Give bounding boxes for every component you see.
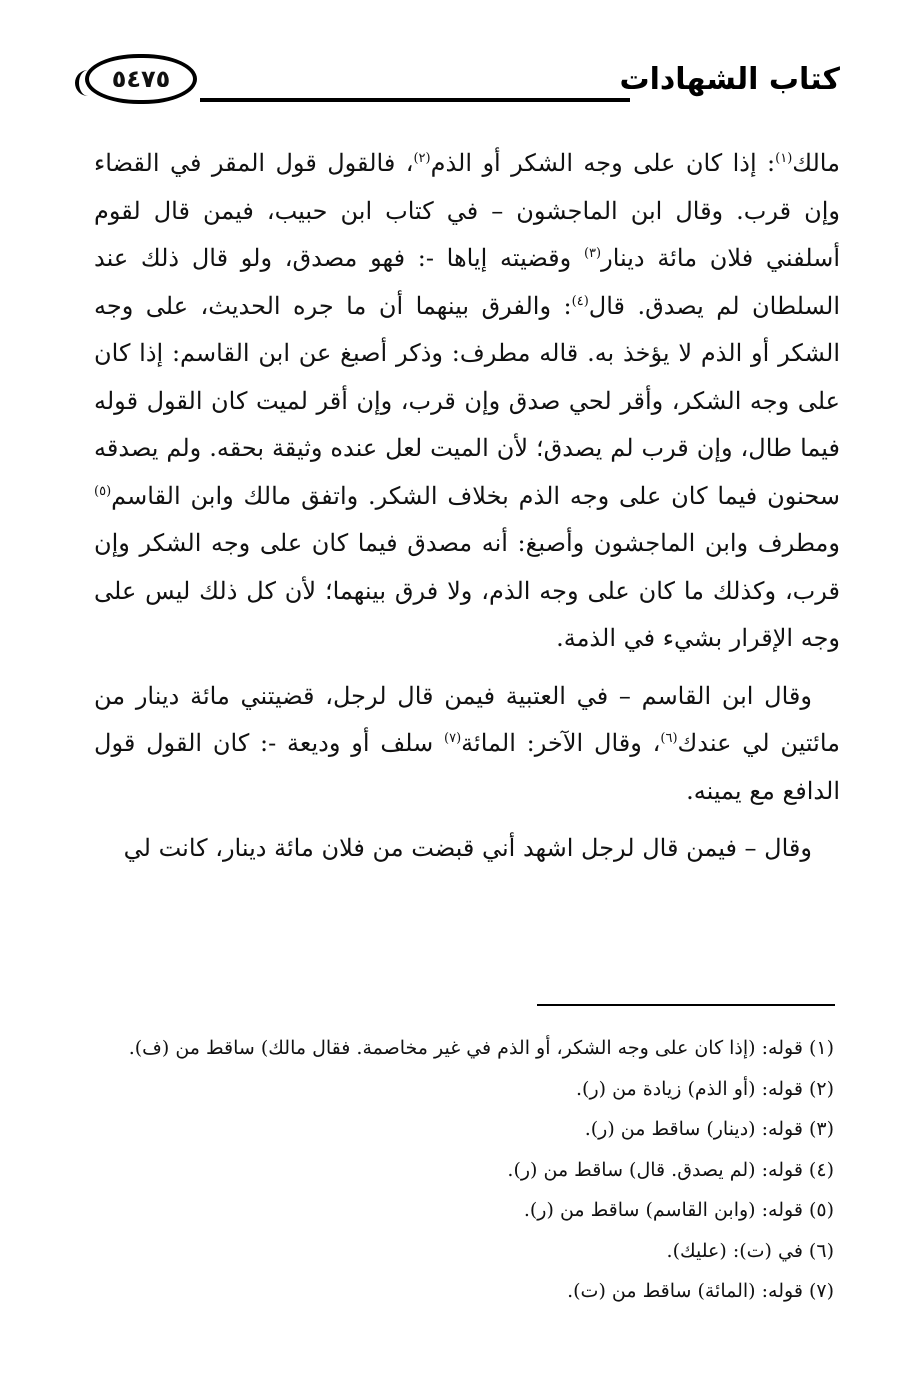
footnote-3: (٣) قوله: (دينار) ساقط من (ر). [584,1118,834,1140]
text-span: سلف أو وديعة -: كان القول قول الدافع مع يمينه. [94,729,840,805]
text-span: : والفرق بينهما أن ما جره الحديث، على وجه الشكر أو الذم لا يؤخذ به. قاله مطرف: وذكر أصبغ عن ابن القاسم: إذا كان على وجه الشكر، وأقر لحي صدق وإن قرب، وإن أقر لميت كان القول قوله فيما طال، وإن قرب لم يصدق؛ لأن الميت لعل عنده وثيقة بحقه. ولم يصدقه سحنون فيما كان على وجه الذم بخلاف الشكر. واتفق مالك وابن القاسم [94,291,840,510]
page-number: ٥٤٧٥ [111,65,171,93]
footnotes [74,1028,834,1312]
page-number-badge [85,54,197,104]
footnote-5: (٥) قوله: (وابن القاسم) ساقط من (ر). [523,1199,834,1221]
text-span: ، وقال الآخر: المائة [461,729,661,757]
footnote-1: (١) قوله: (إذا كان على وجه الشكر، أو الذم في غير مخاصمة. فقال مالك) ساقط من (ف). [128,1037,834,1059]
text-span: ، فالقول قول المقر في القضاء وإن قرب. وقال ابن الماجشون – في كتاب ابن حبيب، فيمن قال لقوم أسلفني فلان مائة دينار [94,149,841,272]
paragraph-2 [94,673,840,816]
text-span: مالك [792,149,840,177]
text-span: وقال – فيمن قال لرجل اشهد أني قبضت من فلان مائة دينار، كانت لي [123,834,812,862]
text-span: : إذا كان على وجه الشكر أو الذم [430,149,776,177]
footnote-ref-2: (٢) [413,151,431,166]
footnote-2: (٢) قوله: (أو الذم) زيادة من (ر). [576,1077,834,1100]
footnote-ref-6: (٦) [660,731,678,746]
footnote-6: (٦) في (ت): (عليك). [666,1239,834,1262]
paragraph-3 [94,825,840,873]
footnote-ref-5: (٥) [94,483,112,499]
footnote-7: (٧) قوله: (المائة) ساقط من (ت). [567,1280,834,1302]
footnote-ref-4: (٤) [571,293,589,309]
text-span: ومطرف وابن الماجشون وأصبغ: أنه مصدق فيما كان على وجه الشكر وإن قرب، وكذلك ما كان على وجه الذم، ولا فرق بينهما؛ لأن كل ذلك ليس على وجه الإقرار بشيء في الذمة. [94,529,840,652]
footnote-ref-7: (٧) [444,731,462,746]
main-text [94,140,840,873]
footnote-4: (٤) قوله: (لم يصدق. قال) ساقط من (ر). [507,1158,834,1181]
book-title: كتاب الشهادات [619,62,840,97]
footnote-ref-3: (٣) [583,246,602,261]
paragraph-1 [94,140,840,663]
text-span: وقضيته إياها -: فهو مصدق، ولو قال ذلك عند السلطان لم يصدق. قال [94,244,841,320]
footnote-ref-1: (١) [775,151,793,166]
page-header [70,52,840,112]
text-span: وقال ابن القاسم – في العتبية فيمن قال لرجل، قضيتني مائة دينار من مائتين لي عندك [94,681,840,757]
footnote-separator [537,1004,835,1006]
header-rule [200,98,630,102]
